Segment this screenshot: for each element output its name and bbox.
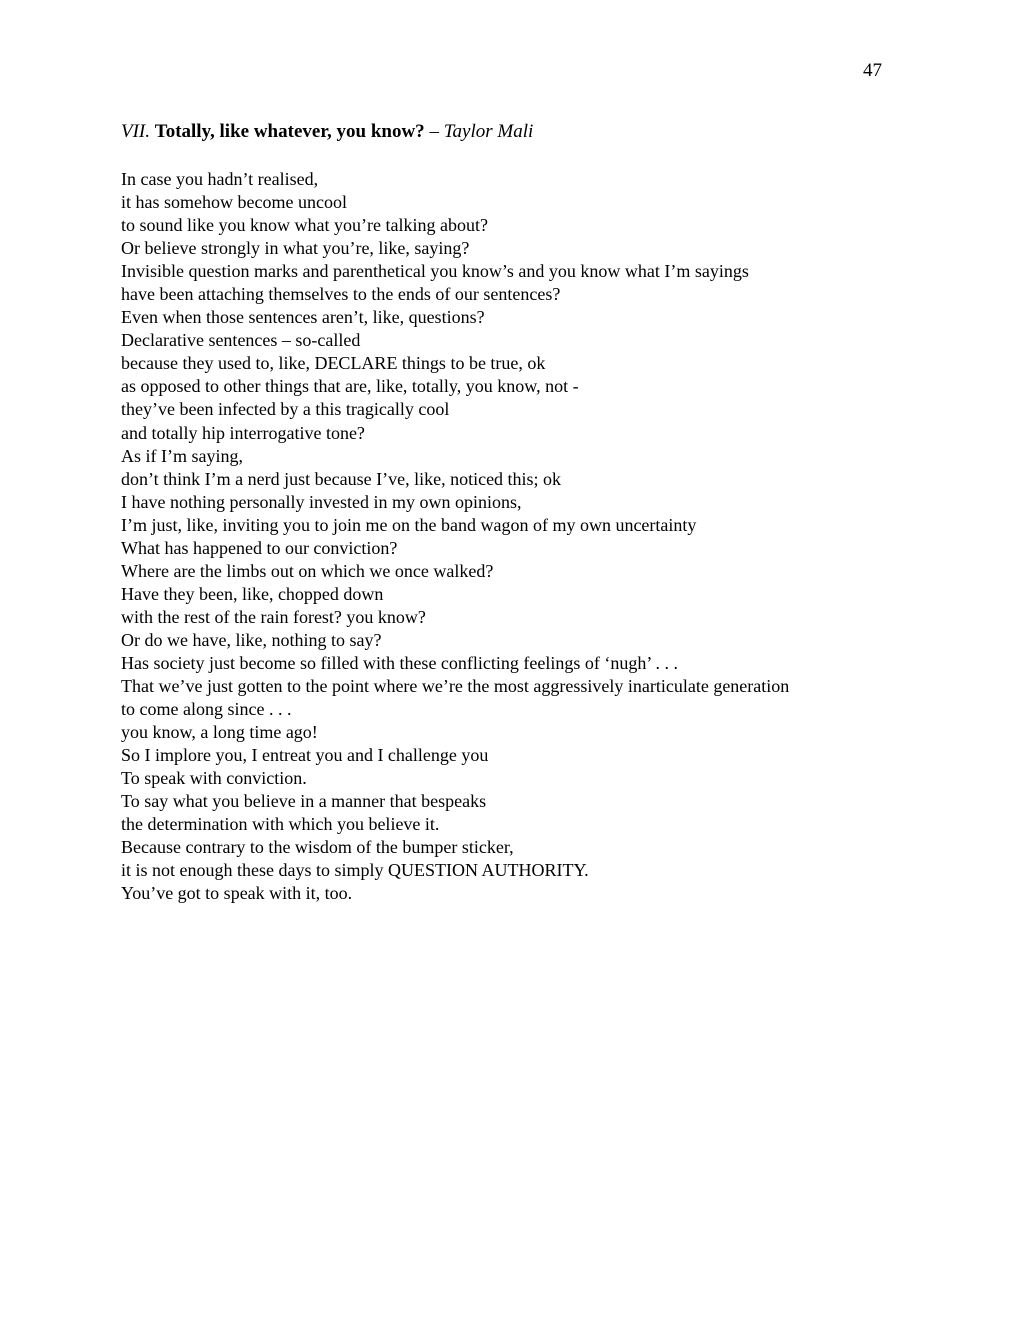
poem-line: Declarative sentences – so-called (121, 330, 361, 351)
poem-line: You’ve got to speak with it, too. (121, 883, 353, 904)
poem-line: Where are the limbs out on which we once walked? (121, 560, 494, 581)
poem-line: you know, a long time ago! (121, 722, 318, 743)
page-number: 47 (863, 60, 882, 81)
poem-line: Have they been, like, chopped down (121, 583, 384, 604)
poem-line: I have nothing personally invested in my own opinions, (121, 491, 522, 512)
poem-line: To speak with conviction. (121, 768, 307, 789)
section-number: VII. (121, 121, 151, 142)
poem-author: Taylor Mali (443, 121, 534, 142)
poem-line: to come along since . . . (121, 699, 292, 720)
poem-line: As if I’m saying, (121, 445, 243, 466)
poem-line: Because contrary to the wisdom of the bumper sticker, (121, 837, 514, 858)
poem-line: Invisible question marks and parenthetical you know’s and you know what I’m sayings (121, 261, 749, 282)
poem-line: have been attaching themselves to the ends of our sentences? (121, 284, 561, 305)
poem-heading (121, 121, 533, 143)
poem-line: and totally hip interrogative tone? (121, 422, 365, 443)
poem-line: they’ve been infected by a this tragically cool (121, 399, 450, 420)
poem-line: with the rest of the rain forest? you know? (121, 606, 426, 627)
poem-line: don’t think I’m a nerd just because I’ve, like, noticed this; ok (121, 468, 562, 489)
poem-line: Or believe strongly in what you’re, like, saying? (121, 238, 470, 259)
heading-dash: – (429, 121, 439, 142)
poem-line: So I implore you, I entreat you and I challenge you (121, 745, 489, 766)
poem-line: as opposed to other things that are, like, totally, you know, not - (121, 376, 579, 397)
poem-line: That we’ve just gotten to the point where we’re the most aggressively inarticulate generation (121, 676, 790, 697)
poem-title: Totally, like whatever, you know? (154, 121, 425, 142)
poem-line: it has somehow become uncool (121, 192, 347, 213)
poem-line: Or do we have, like, nothing to say? (121, 629, 382, 650)
poem-line: the determination with which you believe it. (121, 814, 440, 835)
poem-line: What has happened to our conviction? (121, 537, 398, 558)
poem-line: because they used to, like, DECLARE things to be true, ok (121, 353, 546, 374)
poem-line: to sound like you know what you’re talking about? (121, 215, 488, 236)
poem-line: To say what you believe in a manner that bespeaks (121, 791, 487, 812)
poem-line: In case you hadn’t realised, (121, 169, 319, 189)
poem-line: Has society just become so filled with these conflicting feelings of ‘nugh’ . . . (121, 652, 679, 673)
poem-line: I’m just, like, inviting you to join me on the band wagon of my own uncertainty (121, 514, 697, 535)
poem-line: it is not enough these days to simply QUESTION AUTHORITY. (121, 860, 589, 881)
poem-line: Even when those sentences aren’t, like, questions? (121, 307, 485, 328)
poem-body (121, 168, 901, 906)
